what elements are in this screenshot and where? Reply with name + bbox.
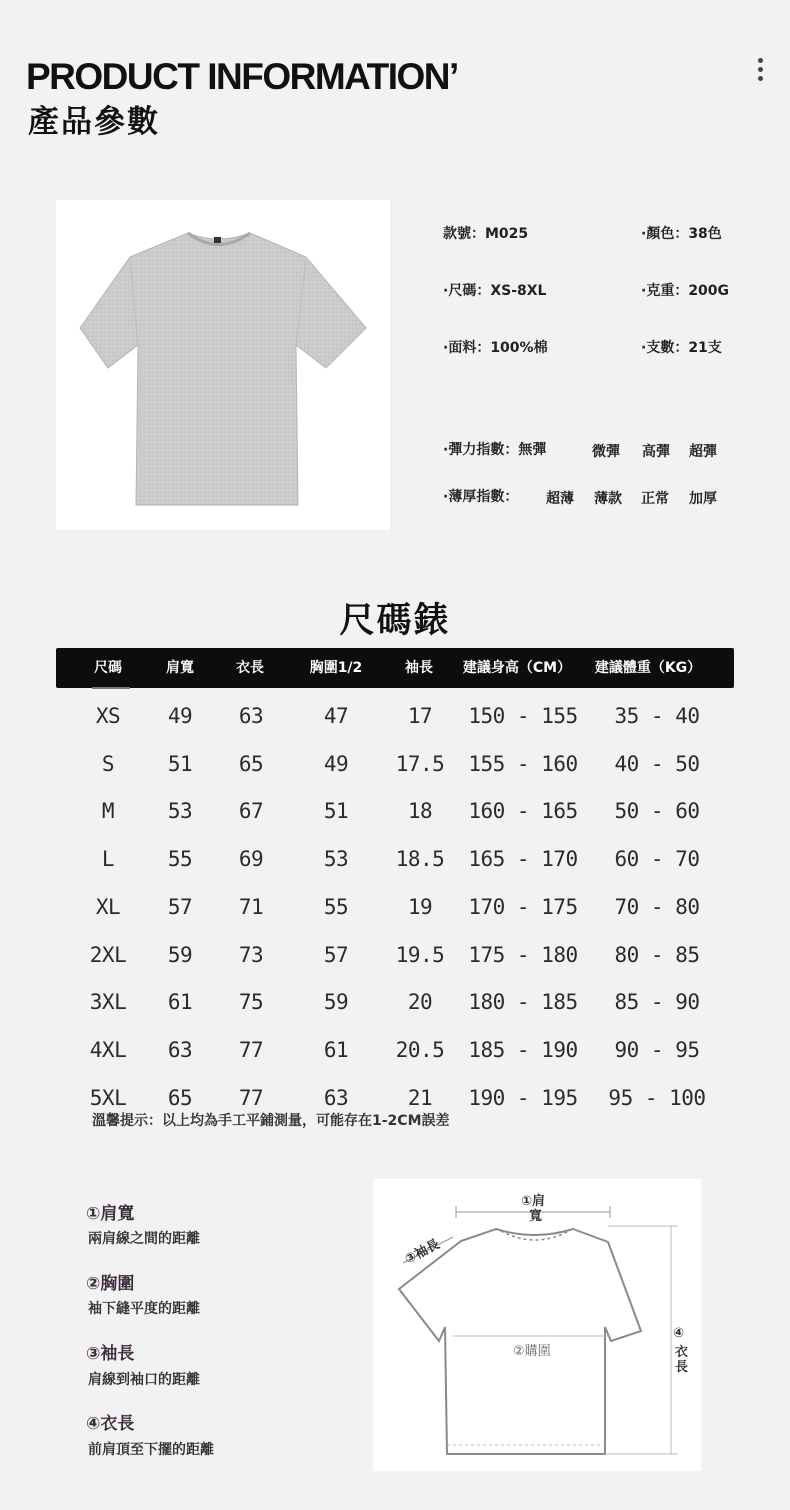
page-title-en: PRODUCT INFORMATION’ [26, 56, 458, 97]
thickness-option: 薄款 [594, 491, 622, 507]
size-row [0, 843, 790, 875]
size-cell: 63 [167, 1037, 193, 1062]
header-cell: 衣長 [236, 660, 264, 676]
definition-title: ④衣長 [86, 1414, 135, 1434]
size-cell: 35 - 40 [614, 704, 700, 728]
size-cell: 160 - 165 [468, 799, 578, 824]
thickness-label: ·薄厚指數： [443, 489, 519, 505]
size-cell: 5XL [89, 1085, 127, 1110]
size-cell: 185 - 190 [468, 1037, 578, 1062]
spec-colors: ·顏色：38色 [641, 226, 722, 242]
shoulder-label: ①肩 [521, 1194, 546, 1209]
thickness-option: 超薄 [546, 491, 574, 507]
size-cell: 53 [167, 799, 193, 824]
elasticity-option: 微彈 [592, 444, 620, 460]
header-cell: 袖長 [405, 660, 433, 676]
size-cell: 77 [238, 1085, 264, 1110]
size-row [0, 891, 790, 923]
size-cell: 40 - 50 [614, 751, 700, 776]
size-row [0, 1034, 790, 1066]
size-cell: 67 [238, 799, 264, 824]
header-cell: 胸圍1/2 [309, 660, 363, 676]
size-cell: 85 - 90 [614, 990, 700, 1015]
size-cell: 19 [407, 894, 433, 919]
definition-desc: 前肩頂至下擺的距離 [88, 1442, 214, 1458]
size-cell: 59 [167, 942, 193, 967]
size-cell: 49 [167, 704, 193, 728]
size-cell: 90 - 95 [614, 1037, 700, 1062]
size-cell: 75 [238, 990, 264, 1015]
size-cell: 20 [407, 990, 433, 1015]
size-cell: 155 - 160 [468, 751, 578, 776]
size-cell: 47 [323, 704, 349, 728]
size-cell: XS [95, 704, 121, 728]
size-cell: 4XL [89, 1037, 127, 1062]
size-cell: 63 [323, 1085, 349, 1110]
product-image-card [56, 200, 390, 530]
size-cell: 170 - 175 [468, 894, 578, 919]
size-cell: 61 [323, 1037, 349, 1062]
size-cell: 51 [167, 751, 193, 776]
size-row [0, 795, 790, 827]
size-cell: 57 [167, 894, 193, 919]
page-title-zh: 產品參數 [28, 104, 160, 140]
size-cell: 53 [323, 847, 349, 872]
size-cell: 55 [167, 847, 193, 872]
size-cell: 55 [323, 894, 349, 919]
spec-count: ·支數：21支 [641, 340, 722, 356]
size-row [0, 700, 790, 732]
size-cell: 57 [323, 942, 349, 967]
size-cell: 70 - 80 [614, 894, 700, 919]
elasticity-option: 高彈 [642, 444, 670, 460]
header-cell: 建議身高（CM） [462, 660, 572, 676]
header-underline [92, 687, 130, 689]
size-cell: 59 [323, 990, 349, 1015]
header-cell: 建議體重（KG） [594, 660, 702, 676]
size-cell: 175 - 180 [468, 942, 578, 967]
chest-label: ②購圍 [513, 1344, 551, 1359]
size-cell: 49 [323, 751, 349, 776]
thickness-option: 正常 [641, 491, 669, 507]
definition-title: ②胸圍 [86, 1274, 135, 1294]
size-cell: XL [95, 894, 121, 919]
size-cell: 180 - 185 [468, 990, 578, 1015]
size-row [0, 939, 790, 971]
size-cell: 65 [238, 751, 264, 776]
size-cell: 95 - 100 [608, 1085, 706, 1110]
header-cell: 尺碼 [94, 660, 122, 676]
spec-fabric: ·面料：100%棉 [443, 340, 548, 356]
more-menu-icon[interactable] [752, 57, 768, 85]
thickness-option: 加厚 [689, 491, 717, 507]
size-cell: 2XL [89, 942, 127, 967]
size-cell: 165 - 170 [468, 847, 578, 872]
size-cell: 17 [407, 704, 433, 728]
size-cell: 65 [167, 1085, 193, 1110]
spec-weight: ·克重：200G [641, 283, 730, 299]
size-cell: 60 - 70 [614, 847, 700, 872]
length-label: ④ [673, 1326, 685, 1341]
measurement-diagram [373, 1179, 701, 1471]
size-cell: 19.5 [395, 942, 445, 967]
length-label: 衣 [675, 1345, 689, 1360]
size-cell: 69 [238, 847, 264, 872]
size-cell: 18.5 [395, 847, 445, 872]
size-cell: 73 [238, 942, 264, 967]
size-cell: 20.5 [395, 1037, 445, 1062]
elasticity-label: ·彈力指數：無彈 [443, 442, 547, 458]
size-cell: 71 [238, 894, 264, 919]
size-cell: 190 - 195 [468, 1085, 578, 1110]
size-row [0, 748, 790, 780]
size-chart-title: 尺碼錶 [339, 601, 451, 641]
size-row [0, 1082, 790, 1114]
grey-tshirt-image [56, 200, 390, 530]
size-cell: 3XL [89, 990, 127, 1015]
size-cell: 150 - 155 [468, 704, 578, 728]
spec-size: ·尺碼：XS-8XL [443, 283, 547, 299]
definition-desc: 袖下縫平度的距離 [88, 1301, 200, 1317]
definition-title: ①肩寬 [86, 1204, 135, 1224]
size-cell: 17.5 [395, 751, 445, 776]
size-cell: 18 [407, 799, 433, 824]
elasticity-option: 超彈 [689, 444, 717, 460]
size-cell: L [101, 847, 115, 872]
size-cell: 77 [238, 1037, 264, 1062]
size-cell: M [101, 799, 115, 824]
definition-desc: 兩肩線之間的距離 [88, 1231, 200, 1247]
definition-desc: 肩線到袖口的距離 [88, 1372, 200, 1388]
size-row [0, 986, 790, 1018]
size-cell: 63 [238, 704, 264, 728]
size-cell: 80 - 85 [614, 942, 700, 967]
size-cell: 51 [323, 799, 349, 824]
shoulder-label: 寬 [529, 1209, 543, 1224]
size-cell: 21 [407, 1085, 433, 1110]
size-cell: 50 - 60 [614, 799, 700, 824]
size-table-header [56, 648, 734, 688]
definition-title: ③袖長 [86, 1344, 135, 1364]
sleeve-label: ③袖長 [402, 1236, 443, 1268]
spec-style: 款號：M025 [443, 226, 529, 242]
length-label: 長 [675, 1360, 689, 1375]
measurement-note: 溫馨提示：以上均為手工平鋪測量，可能存在1-2CM誤差 [92, 1113, 450, 1129]
size-cell: 61 [167, 990, 193, 1015]
size-cell: S [101, 751, 115, 776]
header-cell: 肩寬 [166, 660, 194, 676]
